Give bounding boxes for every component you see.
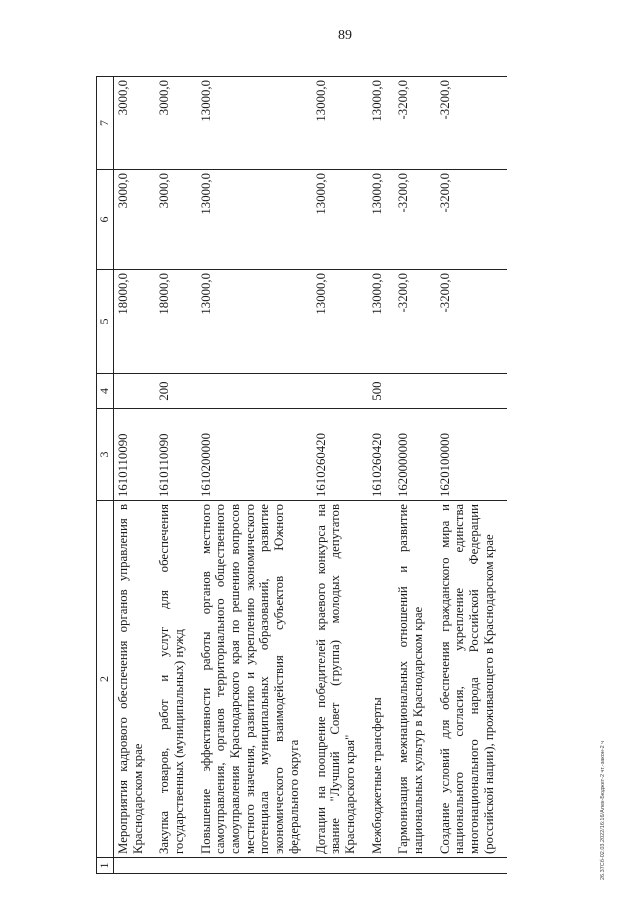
row-vr [113, 374, 155, 409]
row-name: Закупка товаров, работ и услуг для обеспечения государственных (муниципальных) нужд [155, 501, 196, 858]
header-col-5: 5 [97, 270, 114, 374]
row-value-col6: -3200,0 [394, 170, 435, 270]
document-footer-note: 26.37Сб-02.03.2022/16:16/Алек-Бюджет-2 чт.-закон-2 ч [600, 740, 606, 880]
table-header-row [97, 77, 114, 874]
table-row [368, 77, 395, 874]
row-code: 1620000000 [394, 409, 435, 501]
row-value-col6: 13000,0 [312, 170, 368, 270]
row-value-col5: 13000,0 [197, 270, 312, 374]
row-value-col5: -3200,0 [394, 270, 435, 374]
row-code: 1610260420 [312, 409, 368, 501]
header-col-6: 6 [97, 170, 114, 270]
row-num-cell [436, 858, 507, 874]
row-num-cell [197, 858, 312, 874]
table-row [155, 77, 196, 874]
page-number: 89 [338, 28, 352, 43]
row-value-col7: 3000,0 [155, 77, 196, 170]
row-value-col6: 3000,0 [155, 170, 196, 270]
row-code: 1610260420 [368, 409, 395, 501]
row-value-col7: 3000,0 [113, 77, 155, 170]
table-row [436, 77, 507, 874]
table-row [113, 77, 155, 874]
row-value-col7: 13000,0 [312, 77, 368, 170]
row-value-col7: -3200,0 [436, 77, 507, 170]
row-code: 1610110090 [113, 409, 155, 501]
row-num-cell [312, 858, 368, 874]
row-value-col6: 3000,0 [113, 170, 155, 270]
row-value-col6: -3200,0 [436, 170, 507, 270]
row-name: Создание условий для обеспечения гражданского мира и национального согласия, укрепление единства многонационального народа Российской Федерации (российской нации), проживающего в Краснодарском крае [436, 501, 507, 858]
row-value-col5: 13000,0 [312, 270, 368, 374]
header-col-7: 7 [97, 77, 114, 170]
row-vr [436, 374, 507, 409]
row-vr [197, 374, 312, 409]
row-value-col6: 13000,0 [368, 170, 395, 270]
row-num-cell [368, 858, 395, 874]
rotated-table-wrapper [96, 77, 580, 874]
row-value-col7: 13000,0 [368, 77, 395, 170]
row-value-col5: 18000,0 [113, 270, 155, 374]
row-name: Гармонизация межнациональных отношений и развитие национальных культур в Краснодарском крае [394, 501, 435, 858]
header-col-3: 3 [97, 409, 114, 501]
header-col-4: 4 [97, 374, 114, 409]
row-name: Повышение эффективности работы органов местного самоуправления, органов территориального общественного самоуправления Краснодарского края по решению вопросов местного значения, развитию и укреплению экономического потенциала муниципальных образований, развитие экономического взаимодействия субъектов Южного федерального округа [197, 501, 312, 858]
row-num-cell [394, 858, 435, 874]
row-name: Дотации на поощрение победителей краевого конкурса на звание "Лучший Совет (группа) молодых депутатов Краснодарского края" [312, 501, 368, 858]
header-col-1: 1 [97, 858, 114, 874]
row-value-col7: 13000,0 [197, 77, 312, 170]
row-value-col7: -3200,0 [394, 77, 435, 170]
row-value-col5: 13000,0 [368, 270, 395, 374]
table-row [197, 77, 312, 874]
row-value-col5: 18000,0 [155, 270, 196, 374]
row-code: 1610110090 [155, 409, 196, 501]
row-num-cell [113, 858, 155, 874]
row-num-cell [155, 858, 196, 874]
table-row [312, 77, 368, 874]
row-value-col6: 13000,0 [197, 170, 312, 270]
row-name: Мероприятия кадрового обеспечения органов управления в Краснодарском крае [113, 501, 155, 858]
row-name: Межбюджетные трансферты [368, 501, 395, 858]
row-value-col5: -3200,0 [436, 270, 507, 374]
budget-table [96, 76, 507, 874]
header-col-2: 2 [97, 501, 114, 858]
table-row [394, 77, 435, 874]
row-vr: 500 [368, 374, 395, 409]
row-vr [312, 374, 368, 409]
row-vr [394, 374, 435, 409]
row-code: 1610200000 [197, 409, 312, 501]
row-code: 1620100000 [436, 409, 507, 501]
row-vr: 200 [155, 374, 196, 409]
